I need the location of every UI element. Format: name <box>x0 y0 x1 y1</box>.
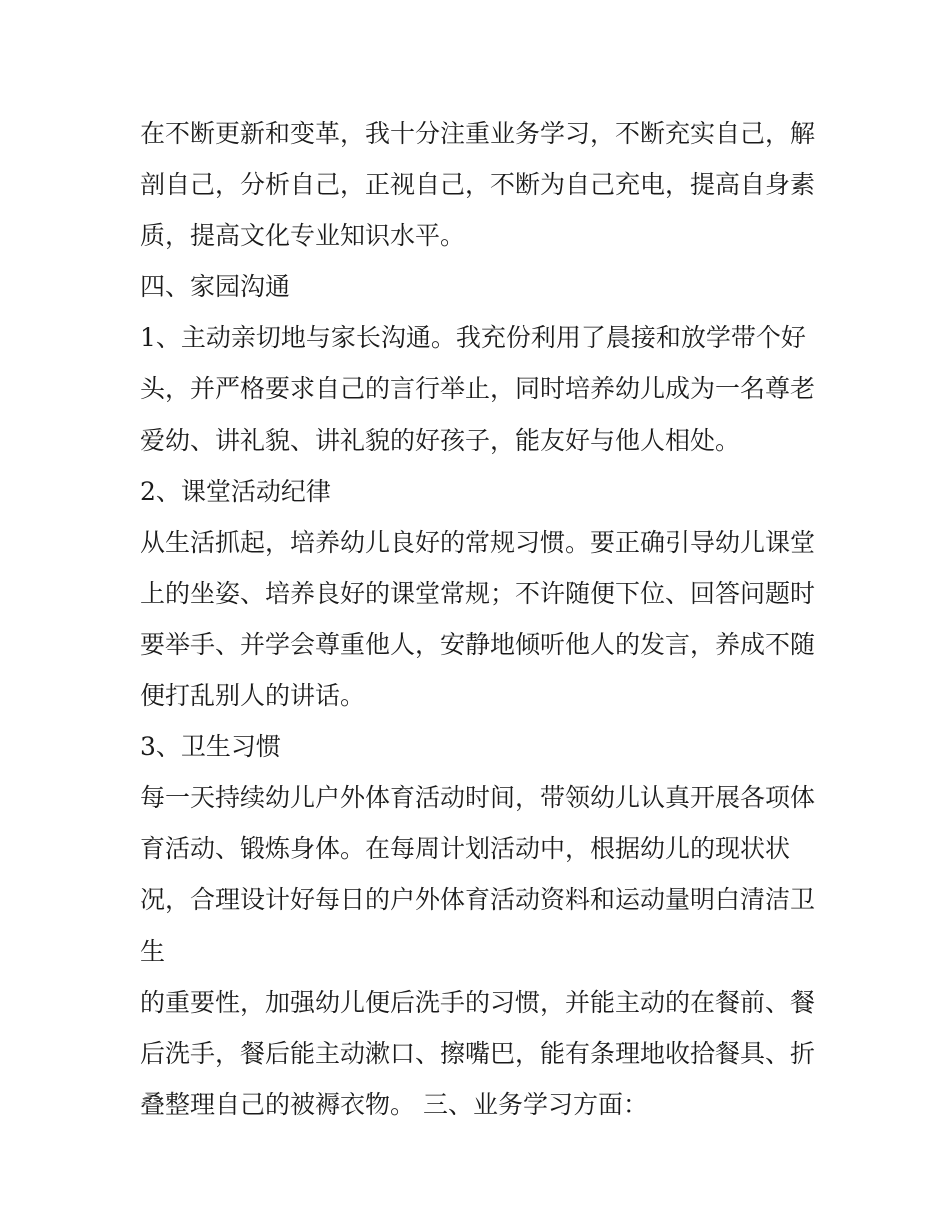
text-line: 剖自己，分析自己，正视自己，不断为自己充电，提高自身素 <box>140 170 816 200</box>
text-line: 况，合理设计好每日的户外体育活动资料和运动量明白清洁卫 <box>140 885 816 915</box>
text-line: 从生活抓起，培养幼儿良好的常规习惯。要正确引导幼儿课堂 <box>140 527 816 557</box>
text-line: 在不断更新和变革，我十分注重业务学习，不断充实自己，解 <box>140 119 816 148</box>
text-line: 生 <box>140 936 166 966</box>
document-body <box>140 108 816 1130</box>
text-line: 爱幼、讲礼貌、讲礼貌的好孩子，能友好与他人相处。 <box>140 425 741 455</box>
section-heading: 四、家园沟通 <box>140 272 291 302</box>
text-line: 的重要性，加强幼儿便后洗手的习惯，并能主动的在餐前、餐 <box>140 987 816 1017</box>
subsection-heading: 3、卫生习惯 <box>140 732 281 762</box>
text-line: 育活动、锻炼身体。在每周计划活动中，根据幼儿的现状状 <box>140 834 791 864</box>
subsection-heading: 2、课堂活动纪律 <box>140 476 331 506</box>
text-line: 1、主动亲切地与家长沟通。我充份利用了晨接和放学带个好 <box>140 323 806 353</box>
text-line: 头，并严格要求自己的言行举止，同时培养幼儿成为一名尊老 <box>140 374 816 404</box>
text-line: 质，提高文化专业知识水平。 <box>140 221 466 251</box>
text-line: 便打乱别人的讲话。 <box>140 681 366 711</box>
text-line: 每一天持续幼儿户外体育活动时间，带领幼儿认真开展各项体 <box>140 783 816 813</box>
text-line: 要举手、并学会尊重他人，安静地倾听他人的发言，养成不随 <box>140 629 816 659</box>
text-line: 叠整理自己的被褥衣物。 三、业务学习方面： <box>140 1089 648 1119</box>
text-line: 后洗手，餐后能主动漱口、擦嘴巴，能有条理地收拾餐具、折 <box>140 1038 816 1068</box>
text-line: 上的坐姿、培养良好的课堂常规；不许随便下位、回答问题时 <box>140 578 816 608</box>
